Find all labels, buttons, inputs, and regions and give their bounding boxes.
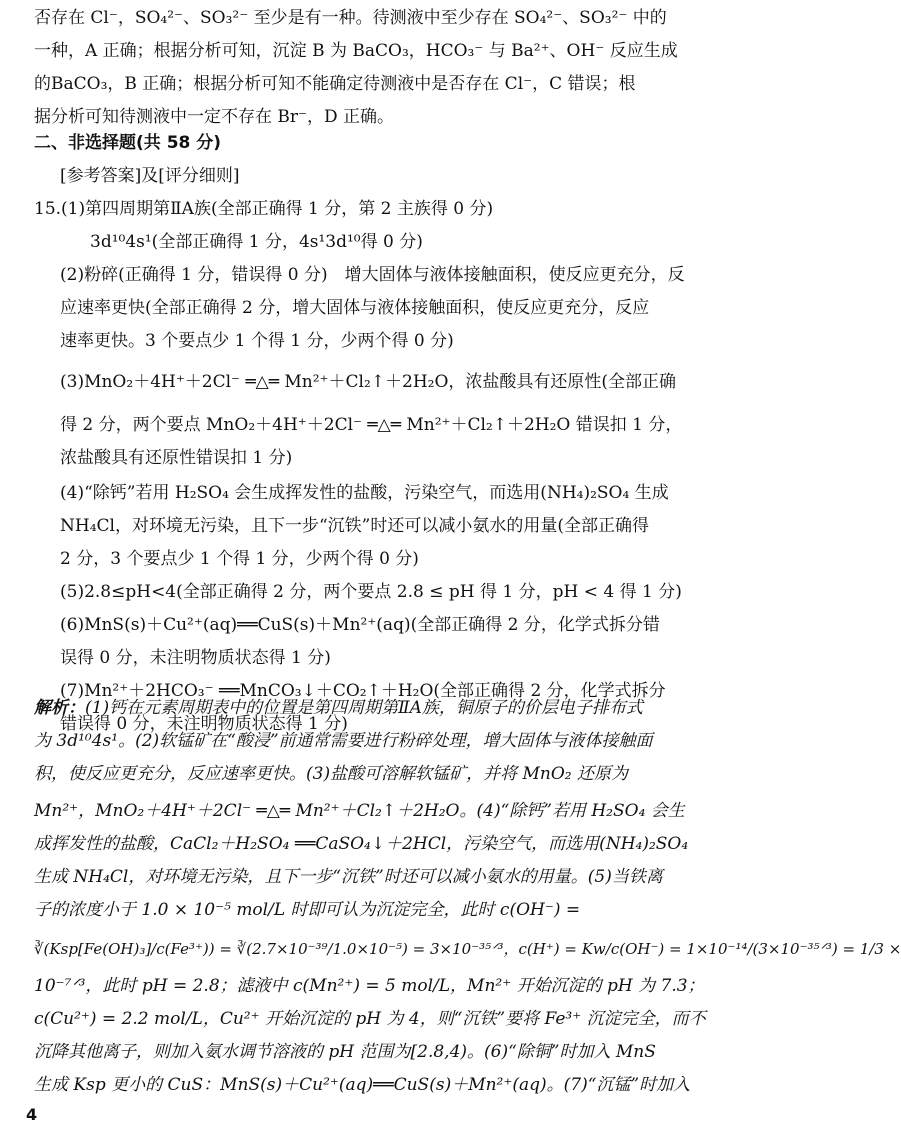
prev-analysis-block [34,2,774,134]
analysis-line [34,692,774,725]
analysis-line: 生成 NH₄Cl，对环境无污染，且下一步“沉铁”时还可以减小氨水的用量。(5)当铁离 [34,867,663,887]
answer-line: 速率更快。3 个要点少 1 个得 1 分，少两个得 0 分) [60,331,454,351]
answers-block [34,160,774,741]
text-line: 的BaCO₃，B 正确；根据分析可知不能确定待测液中是否存在 Cl⁻，C 错误；根 [34,74,636,94]
analysis-line: 为 3d¹⁰4s¹。(2)软锰矿在“酸浸”前通常需要进行粉碎处理，增大固体与液体接触面 [34,731,653,751]
answer-line: 3d¹⁰4s¹(全部正确得 1 分，4s¹3d¹⁰得 0 分) [90,232,423,252]
analysis-line: 生成 Ksp 更小的 CuS：MnS(s)＋Cu²⁺(aq)══CuS(s)＋Mn²⁺(aq)。(7)“沉锰”时加入 [34,1075,691,1095]
page-number: 4 [26,1105,38,1124]
answer-line: (6)MnS(s)＋Cu²⁺(aq)══CuS(s)＋Mn²⁺(aq)(全部正确得 2 分，化学式拆分错 [60,615,660,635]
answer-line: 15.(1)第四周期第ⅡA族(全部正确得 1 分，第 2 主族得 0 分) [34,199,494,219]
analysis-text: (1)钙在元素周期表中的位置是第四周期第ⅡA族，铜原子的价层电子排布式 [85,698,643,718]
analysis-line: 积，使反应更充分，反应速率更快。(3)盐酸可溶解软锰矿，并将 MnO₂ 还原为 [34,764,628,784]
text-line: 一种，A 正确；根据分析可知，沉淀 B 为 BaCO₃，HCO₃⁻ 与 Ba²⁺、OH⁻ 反应生成 [34,41,678,61]
analysis-line: 成挥发性的盐酸，CaCl₂＋H₂SO₄ ══CaSO₄↓＋2HCl，污染空气，而选用(NH₄)₂SO₄ [34,834,689,854]
analysis-line: 子的浓度小于 1.0 × 10⁻⁵ mol/L 时即可认为沉淀完全，此时 c(OH⁻) = [34,900,581,920]
answer-line: 错误得 0 分，未注明物质状态得 1 分) [60,714,348,734]
answer-line: (7)Mn²⁺＋2HCO₃⁻ ══MnCO₃↓＋CO₂↑＋H₂O(全部正确得 2 分，化学式拆分 [60,681,666,701]
answer-line: 得 2 分，两个要点 MnO₂＋4H⁺＋2Cl⁻ ═△═ Mn²⁺＋Cl₂↑＋2H₂O 错误扣 1 分， [60,415,683,435]
answer-line: 2 分，3 个要点少 1 个得 1 分，少两个得 0 分) [60,549,419,569]
answer-line: (5)2.8≤pH<4(全部正确得 2 分，两个要点 2.8 ≤ pH 得 1 分，pH < 4 得 1 分) [60,582,682,602]
analysis-block [34,692,901,1102]
answer-line: NH₄Cl，对环境无污染，且下一步“沉铁”时还可以减小氨水的用量(全部正确得 [60,516,649,536]
section-title: 二、非选择题(共 58 分) [34,133,222,153]
analysis-formula-line: ∛(Ksp[Fe(OH)₃]/c(Fe³⁺)) = ∛(2.7×10⁻³⁹/1.0×10⁻⁵) = 3×10⁻³⁵ᐟ³，c(H⁺) = Kw/c(OH⁻) = 1×10⁻¹⁴/(3×10⁻³⁵ᐟ³) = 1/3 × [34,940,901,958]
analysis-line: Mn²⁺，MnO₂＋4H⁺＋2Cl⁻ ═△═ Mn²⁺＋Cl₂↑＋2H₂O。(4)“除钙”若用 H₂SO₄ 会生 [34,801,685,821]
answer-line: 误得 0 分，未注明物质状态得 1 分) [60,648,331,668]
analysis-line: 沉降其他离子，则加入氨水调节溶液的 pH 范围为[2.8,4)。(6)“除铜”时加入 MnS [34,1042,656,1062]
answer-line: 浓盐酸具有还原性错误扣 1 分) [60,448,293,468]
ref-title: [参考答案]及[评分细则] [60,166,240,186]
analysis-label: 解析： [34,698,85,718]
answer-line: 应速率更快(全部正确得 2 分，增大固体与液体接触面积，使反应更充分，反应 [60,298,650,318]
answer-line: (2)粉碎(正确得 1 分，错误得 0 分) 增大固体与液体接触面积，使反应更充分，反 [60,265,685,285]
answer-line: (3)MnO₂＋4H⁺＋2Cl⁻ ═△═ Mn²⁺＋Cl₂↑＋2H₂O，浓盐酸具有还原性(全部正确 [60,372,677,392]
analysis-line: 10⁻⁷ᐟ³，此时 pH = 2.8；滤液中 c(Mn²⁺) = 5 mol/L，Mn²⁺ 开始沉淀的 pH 为 7.3； [34,976,705,996]
answer-line: (4)“除钙”若用 H₂SO₄ 会生成挥发性的盐酸，污染空气，而选用(NH₄)₂SO₄ 生成 [60,483,669,503]
text-line: 据分析可知待测液中一定不存在 Br⁻，D 正确。 [34,107,395,127]
text-line: 否存在 Cl⁻，SO₄²⁻、SO₃²⁻ 至少是有一种。待测液中至少存在 SO₄²⁻、SO₃²⁻ 中的 [34,8,667,28]
analysis-line: c(Cu²⁺) = 2.2 mol/L，Cu²⁺ 开始沉淀的 pH 为 4，则“沉铁”要将 Fe³⁺ 沉淀完全，而不 [34,1009,706,1029]
